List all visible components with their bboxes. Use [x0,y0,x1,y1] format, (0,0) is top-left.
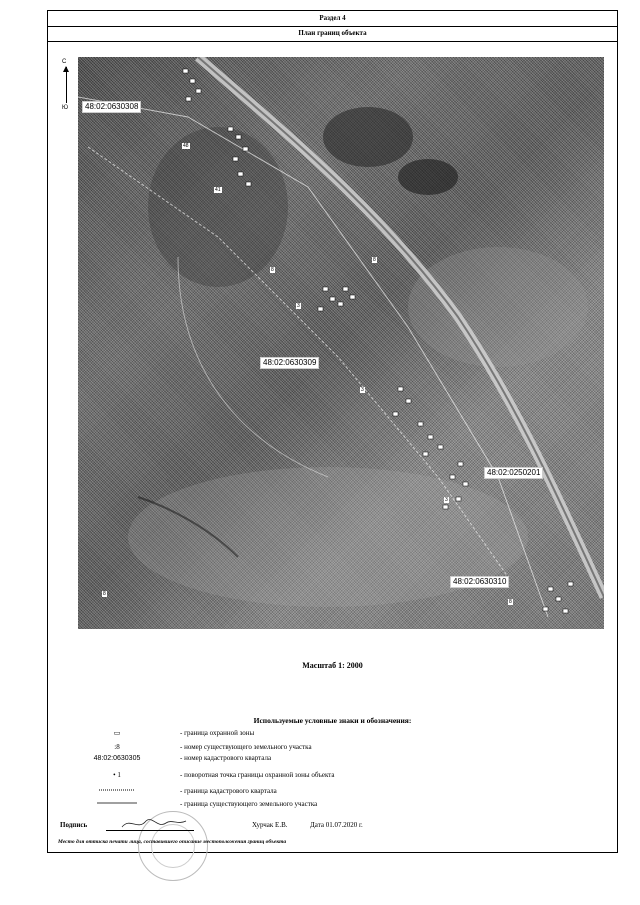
aerial-map [78,57,604,629]
parcel-number-symbol: :8 [114,743,120,751]
quarter-number-symbol: 48:02:0630305 [93,755,141,762]
legend-item: • 1 - поворотная точка границы охранной зоны объекта [82,771,602,781]
parcel-label: 8 [509,599,512,605]
signature-label: Подпись [60,821,88,829]
parcel-label: 8 [373,257,376,263]
turning-point-symbol: • 1 [113,771,121,779]
parcel-label: 48 [183,143,189,149]
parcel-label: 41 [215,187,221,193]
legend-item: 48:02:0630305 - номер кадастрового квартала [82,754,602,764]
cadastral-quarter-label: 48:02:0630308 [82,101,141,113]
cadastral-quarter-label: 48:02:0250201 [484,467,543,479]
parcel-label: 8 [103,591,106,597]
compass-south: Ю [62,105,69,111]
cadastral-quarter-label: 48:02:0630309 [260,357,319,369]
parcel-boundary-symbol [82,800,152,809]
north-arrow [62,59,74,115]
handwritten-signature [120,815,190,833]
compass-north: С [62,59,67,65]
section-title: План границ объекта [48,26,617,42]
protection-zone-symbol: ▭ [113,729,121,737]
parcel-label: 8 [271,267,274,273]
legend-item: - граница кадастрового квартала [82,787,602,797]
legend-item: - граница существующего земельного участка [82,800,602,810]
signature-date: Дата 01.07.2020 г. [310,821,363,829]
cadastral-quarter-label: 48:02:0630310 [450,576,509,588]
legend-item: :8 - номер существующего земельного участка [82,743,602,753]
signer-name: Хурчак Е.В. [252,821,288,829]
section-header: Раздел 4 [48,11,617,27]
parcel-label: 3 [445,497,448,503]
parcel-label: 3 [361,387,364,393]
stamp-place-note: Место для оттиска печати лица, составившего описание местоположения границ объекта [58,839,287,845]
document-frame [47,10,618,853]
legend-title: Используемые условные знаки и обозначения: [253,716,412,725]
legend-item: ▭ - граница охранной зоны [82,729,602,739]
map-overlay [78,57,604,629]
map-scale: Масштаб 1: 2000 [302,661,363,670]
quarter-boundary-symbol [82,787,152,796]
signature-block [60,821,600,835]
parcel-label: 3 [297,303,300,309]
